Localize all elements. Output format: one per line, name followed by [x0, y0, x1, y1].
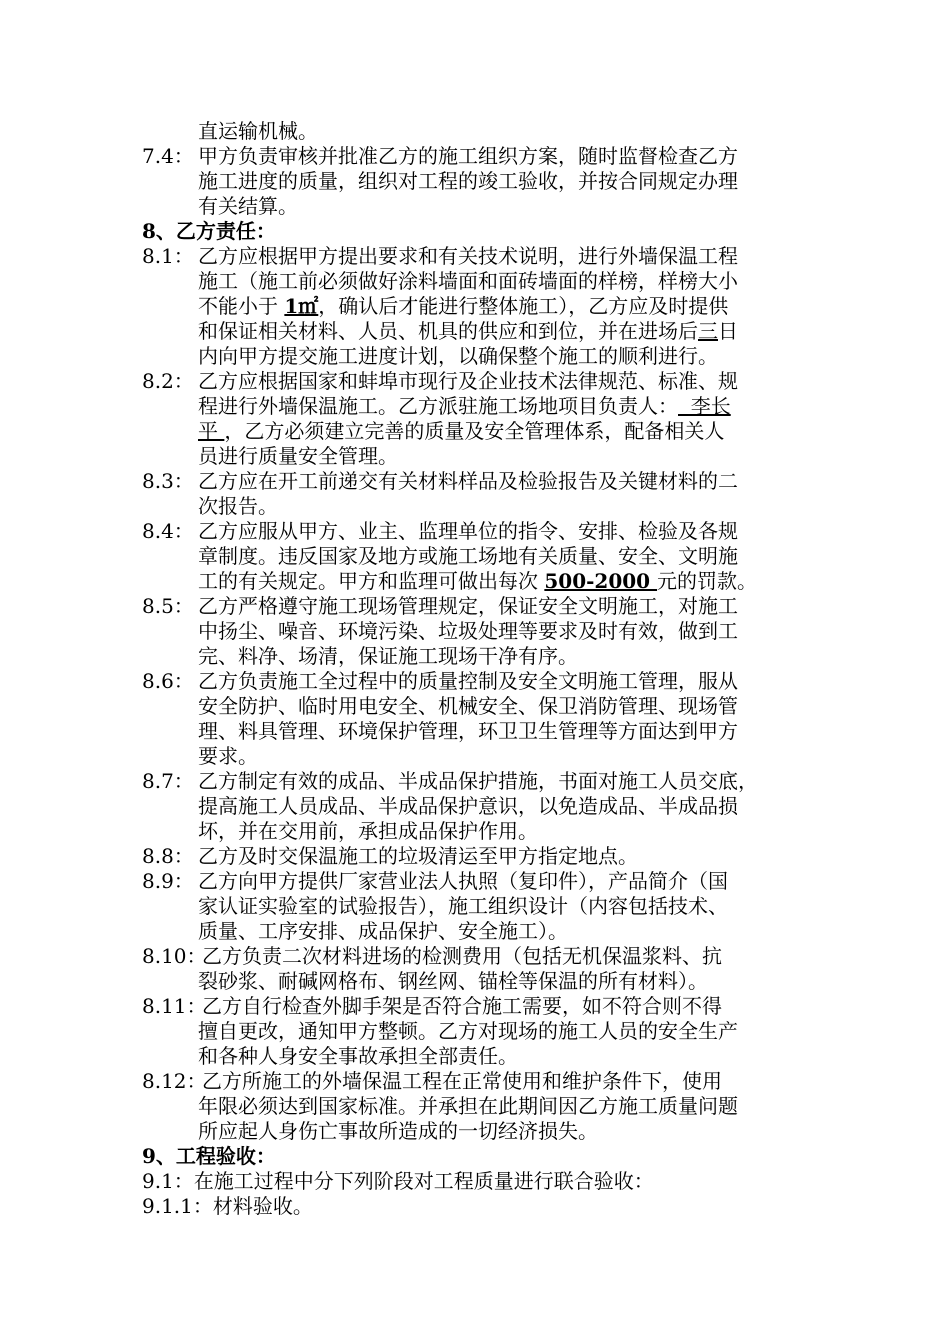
clause-text: 有关结算。 — [198, 194, 298, 218]
clause-text: 裂砂浆、耐碱网格布、钢丝网、锚栓等保温的所有材料）。 — [198, 969, 708, 993]
clause-8-10 — [142, 944, 810, 994]
days-value: 三 — [698, 319, 718, 343]
clause-number: 7.4： — [142, 144, 194, 168]
clause-text: 乙方应根据国家和蚌埠市现行及企业技术法律规范、标准、规 — [198, 369, 738, 393]
clause-text: 要求。 — [198, 744, 258, 768]
clause-text: 不能小于 — [198, 294, 285, 318]
clause-text: 年限必须达到国家标准。并承担在此期间因乙方施工质量问题 — [198, 1094, 738, 1118]
clause-number: 8.7： — [142, 769, 194, 793]
clause-text: 在施工过程中分下列阶段对工程质量进行联合验收： — [193, 1169, 654, 1193]
clause-text: 日 — [718, 319, 738, 343]
clause-8-2 — [142, 369, 810, 469]
clause-text: 完、料净、场清，保证施工现场干净有序。 — [198, 644, 578, 668]
clause-number: 8.1： — [142, 244, 194, 268]
clause-number: 9.1： — [142, 1169, 194, 1193]
clause-text: 内向甲方提交施工进度计划，以确保整个施工的顺利进行。 — [198, 344, 718, 368]
clause-number: 8.10： — [142, 944, 207, 968]
clause-8-8 — [142, 844, 810, 869]
clause-text: 工的有关规定。甲方和监理可做出每次 — [198, 569, 545, 593]
clause-text: 和保证相关材料、人员、机具的供应和到位，并在进场后 — [198, 319, 698, 343]
clause-number: 8.9： — [142, 869, 194, 893]
clause-text: 乙方所施工的外墙保温工程在正常使用和维护条件下，使用 — [202, 1069, 722, 1093]
clause-7-4 — [142, 144, 810, 219]
section-heading-9: 9、工程验收： — [142, 1144, 276, 1168]
clause-text: 理、料具管理、环境保护管理，环卫卫生管理等方面达到甲方 — [198, 719, 738, 743]
clause-text: 乙方负责二次材料进场的检测费用（包括无机保温浆料、抗 — [202, 944, 722, 968]
section-heading-8: 8、乙方责任： — [142, 219, 276, 243]
project-manager-name: 平 — [198, 419, 225, 443]
clause-text: 甲方负责审核并批准乙方的施工组织方案，随时监督检查乙方 — [198, 144, 738, 168]
clause-text: 乙方自行检查外脚手架是否符合施工需要，如不符合则不得 — [202, 994, 722, 1018]
clause-8-1 — [142, 244, 810, 369]
clause-text: 乙方负责施工全过程中的质量控制及安全文明施工管理，服从 — [198, 669, 738, 693]
clause-text: 章制度。违反国家及地方或施工场地有关质量、安全、文明施 — [198, 544, 738, 568]
clause-text: 坏，并在交用前，承担成品保护作用。 — [198, 819, 538, 843]
project-manager-name: 李长 — [678, 394, 731, 418]
clause-text: 提高施工人员成品、半成品保护意识，以免造成品、半成品损 — [198, 794, 738, 818]
clause-text: 元的罚款。 — [657, 569, 758, 593]
clause-number: 8.4： — [142, 519, 194, 543]
contract-body — [142, 119, 810, 1219]
clause-text: ，确认后才能进行整体施工），乙方应及时提供 — [318, 294, 729, 318]
sample-size-value: 1㎡ — [284, 294, 319, 318]
clause-text: 乙方向甲方提供厂家营业法人执照（复印件），产品简介（国 — [198, 869, 728, 893]
fragment-line: 直运输机械。 — [198, 119, 318, 143]
clause-number: 8.6： — [142, 669, 194, 693]
clause-text: 所应起人身伤亡事故所造成的一切经济损失。 — [198, 1119, 598, 1143]
clause-8-9 — [142, 869, 810, 944]
clause-number: 8.5： — [142, 594, 194, 618]
clause-text: 程进行外墙保温施工。乙方派驻施工场地项目负责人： — [198, 394, 678, 418]
clause-text: 乙方及时交保温施工的垃圾清运至甲方指定地点。 — [198, 844, 638, 868]
clause-text: 材料验收。 — [212, 1194, 313, 1218]
clause-number: 9.1.1： — [142, 1194, 213, 1218]
penalty-amount: 500-2000 — [544, 569, 658, 593]
clause-text: 安全防护、临时用电安全、机械安全、保卫消防管理、现场管 — [198, 694, 738, 718]
clause-number: 8.3： — [142, 469, 194, 493]
clause-9-1-1 — [142, 1194, 810, 1219]
clause-text: ，乙方必须建立完善的质量及安全管理体系，配备相关人 — [224, 419, 725, 443]
clause-text: 施工（施工前必须做好涂料墙面和面砖墙面的样榜，样榜大小 — [198, 269, 738, 293]
clause-9-1 — [142, 1169, 810, 1194]
clause-number: 8.11： — [142, 994, 207, 1018]
clause-number: 8.2： — [142, 369, 194, 393]
clause-text: 中扬尘、噪音、环境污染、垃圾处理等要求及时有效，做到工 — [198, 619, 738, 643]
clause-text: 质量、工序安排、成品保护、安全施工）。 — [198, 919, 568, 943]
clause-number: 8.8： — [142, 844, 194, 868]
clause-8-7 — [142, 769, 810, 844]
clause-text: 擅自更改，通知甲方整顿。乙方对现场的施工人员的安全生产 — [198, 1019, 738, 1043]
clause-number: 8.12： — [142, 1069, 207, 1093]
clause-text: 乙方应根据甲方提出要求和有关技术说明，进行外墙保温工程 — [198, 244, 738, 268]
clause-text: 乙方严格遵守施工现场管理规定，保证安全文明施工，对施工 — [198, 594, 738, 618]
clause-text: 乙方制定有效的成品、半成品保护措施，书面对施工人员交底， — [198, 769, 758, 793]
clause-text: 次报告。 — [198, 494, 278, 518]
clause-text: 乙方应服从甲方、业主、监理单位的指令、安排、检验及各规 — [198, 519, 738, 543]
clause-text: 员进行质量安全管理。 — [198, 444, 398, 468]
clause-8-3 — [142, 469, 810, 519]
clause-8-6 — [142, 669, 810, 769]
clause-text: 家认证实验室的试验报告），施工组织设计（内容包括技术、 — [198, 894, 728, 918]
clause-8-5 — [142, 594, 810, 669]
clause-8-4 — [142, 519, 810, 594]
clause-8-11 — [142, 994, 810, 1069]
clause-text: 和各种人身安全事故承担全部责任。 — [198, 1044, 518, 1068]
clause-8-12 — [142, 1069, 810, 1144]
clause-text: 施工进度的质量，组织对工程的竣工验收，并按合同规定办理 — [198, 169, 738, 193]
clause-text: 乙方应在开工前递交有关材料样品及检验报告及关键材料的二 — [198, 469, 738, 493]
